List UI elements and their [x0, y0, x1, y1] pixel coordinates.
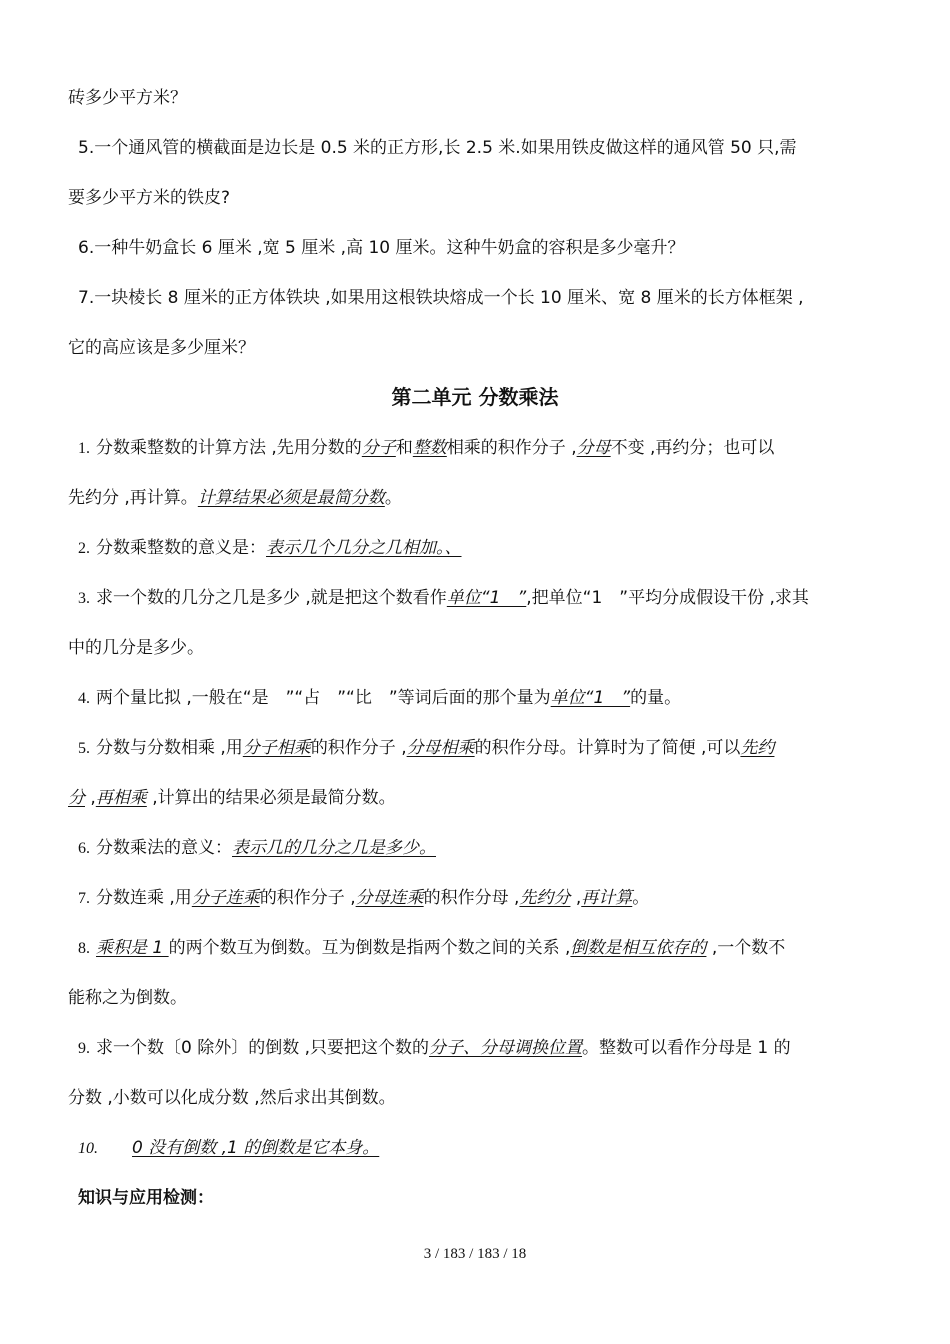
answer-blank: 表示几的几分之几是多少。 [232, 838, 436, 858]
answer-blank: 分母 [576, 438, 611, 458]
text-line: 它的高应该是多少厘米？ [68, 338, 255, 358]
text: 不变 ,再约分；也可以 [610, 438, 775, 458]
text: ,计算出的结果必须是最简分数。 [146, 788, 396, 808]
answer-blank: 先约分 [519, 888, 571, 908]
answer-blank: 先约 [740, 738, 775, 758]
section-title: 第二单元 分数乘法 [391, 385, 559, 409]
answer-blank: 分 [68, 788, 85, 808]
text: 分数乘整数的意义是： [96, 538, 266, 558]
answer-blank: 倒数是相互依存的 [570, 938, 707, 958]
text: , [570, 888, 582, 908]
text: 相乘的积作分子 , [446, 438, 577, 458]
list-item [78, 586, 884, 611]
list-item-continued: 中的几分是多少。 [68, 638, 204, 658]
answer-blank: 0 没有倒数 ,1 的倒数是它本身。 [132, 1138, 380, 1158]
answer-blank: 分子相乘 [242, 738, 311, 758]
item-number: 3. [78, 590, 90, 607]
answer-blank: 计算结果必须是最简分数 [197, 488, 385, 508]
list-item [78, 436, 884, 461]
answer-blank: 整数 [412, 438, 447, 458]
item-number: 8. [78, 940, 90, 957]
text: ,把单位“1 ”平均分成假设干份 ,求其 [526, 588, 809, 608]
text: 的积作分子 , [310, 738, 407, 758]
list-item-continued [68, 486, 884, 510]
text: 分数乘法的意义： [96, 838, 232, 858]
text: 的积作分母 , [423, 888, 520, 908]
text: 两个量比拟 ,一般在“是 ”“占 ”“比 ”等词后面的那个量为 [96, 688, 551, 708]
text: 求一个数的几分之几是多少 ,就是把这个数看作 [96, 588, 447, 608]
item-number: 2. [78, 540, 90, 557]
text-line: 砖多少平方米？ [68, 88, 187, 108]
item-number: 10. [78, 1140, 98, 1157]
text: 先约分 ,再计算。 [68, 488, 198, 508]
text: 的两个数互为倒数。互为倒数是指两个数之间的关系 , [168, 938, 571, 958]
answer-blank: 单位“1 ” [550, 688, 631, 708]
text: 分数连乘 ,用 [96, 888, 192, 908]
text: 的积作分母。计算时为了简便 ,可以 [474, 738, 741, 758]
list-item-continued: 分数 ,小数可以化成分数 ,然后求出其倒数。 [68, 1088, 396, 1108]
answer-blank: 乘积是 1 [96, 938, 169, 958]
answer-blank: 单位“1 ” [446, 588, 527, 608]
item-number: 5. [78, 740, 90, 757]
text: 的量。 [630, 688, 682, 708]
item-number: 7. [78, 890, 90, 907]
answer-blank: 分母连乘 [355, 888, 424, 908]
answer-blank: 再相乘 [95, 788, 147, 808]
answer-blank: 分子 [361, 438, 396, 458]
item-number: 9. [78, 1040, 90, 1057]
answer-blank: 再计算 [581, 888, 633, 908]
item-number: 1. [78, 440, 90, 457]
section-heading: 知识与应用检测： [78, 1188, 214, 1208]
list-item-continued: 能称之为倒数。 [68, 988, 187, 1008]
item-number: 6. [78, 840, 90, 857]
text: 分数与分数相乘 ,用 [96, 738, 243, 758]
list-item [78, 736, 884, 761]
list-item [78, 886, 884, 911]
text: 。 [632, 888, 650, 908]
question-7: 7.一块棱长 8 厘米的正方体铁块 ,如果用这根铁块熔成一个长 10 厘米、宽 8 厘米的长方体框架 , [78, 288, 804, 308]
list-item [78, 1036, 884, 1061]
text: , [85, 788, 96, 808]
item-number: 4. [78, 690, 90, 707]
list-item-continued [68, 786, 884, 810]
list-item [78, 836, 884, 861]
page-footer: 3 / 183 / 183 / 18 [423, 1246, 527, 1262]
text-line: 要多少平方米的铁皮? [68, 188, 231, 208]
text: 和 [395, 438, 413, 458]
text: 。整数可以看作分母是 1 的 [582, 1038, 791, 1058]
question-5: 5.一个通风管的横截面是边长是 0.5 米的正方形,长 2.5 米.如果用铁皮做这样的通风管 50 只,需 [78, 138, 797, 158]
text: 的积作分子 , [259, 888, 356, 908]
text: 。 [384, 488, 402, 508]
answer-blank: 分母相乘 [406, 738, 475, 758]
list-item [78, 686, 884, 711]
question-6: 6.一种牛奶盒长 6 厘米 ,宽 5 厘米 ,高 10 厘米。这种牛奶盒的容积是多少毫升？ [78, 238, 685, 258]
answer-blank: 分子、分母调换位置 [429, 1038, 583, 1058]
list-item [78, 936, 884, 961]
answer-blank: 分子连乘 [191, 888, 260, 908]
answer-blank: 表示几个几分之几相加。、 [266, 538, 462, 558]
list-item [78, 536, 884, 561]
text: 求一个数〔0 除外〕的倒数 ,只要把这个数的 [96, 1038, 430, 1058]
list-item [78, 1136, 884, 1161]
text: ,一个数不 [706, 938, 786, 958]
text: 分数乘整数的计算方法 ,先用分数的 [96, 438, 362, 458]
